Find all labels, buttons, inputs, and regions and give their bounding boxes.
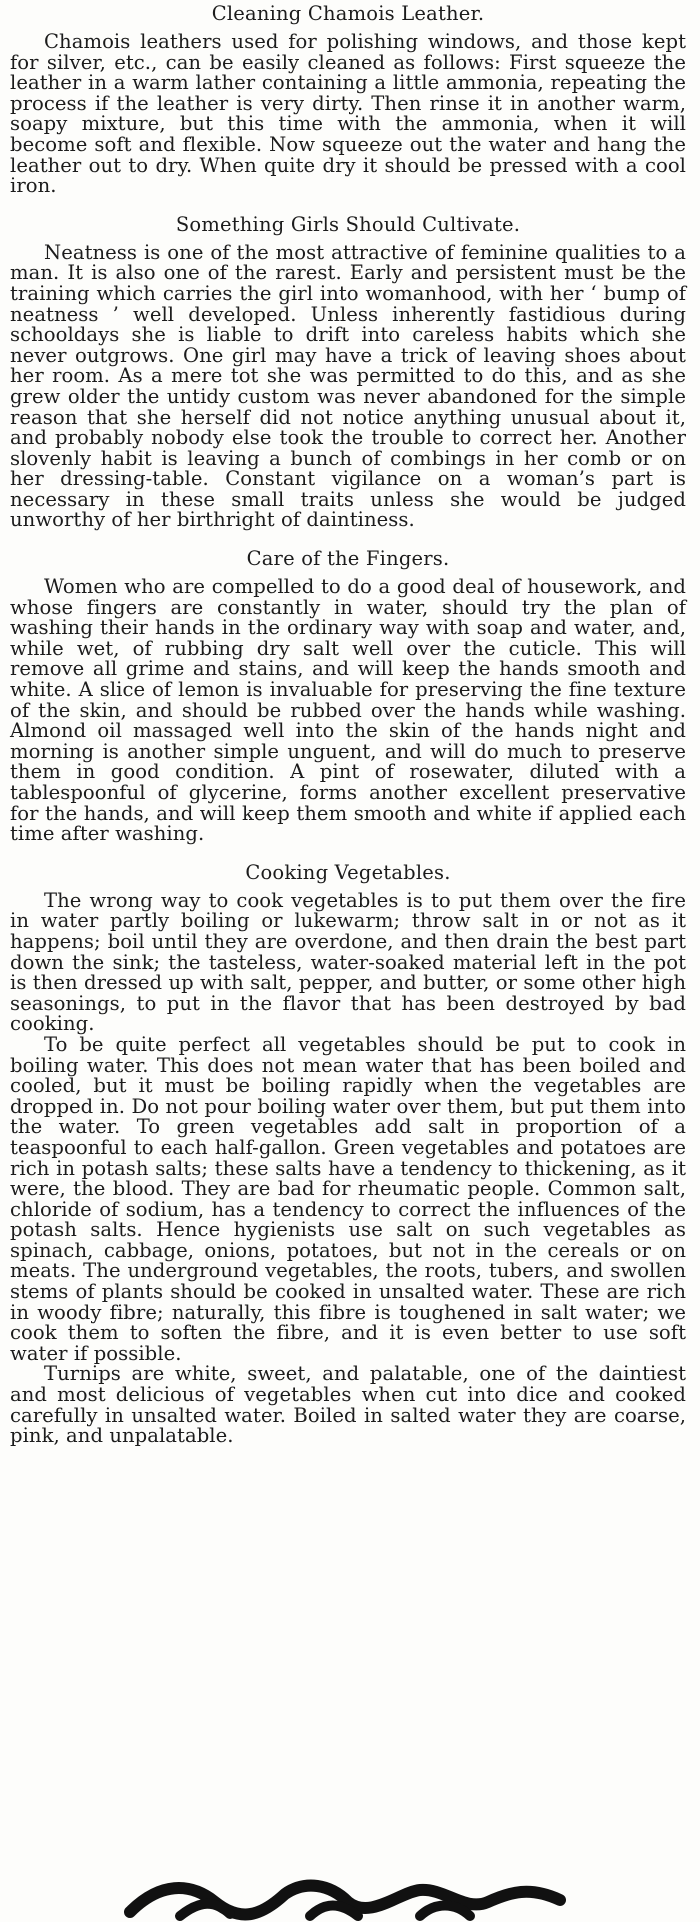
article-paragraph: Neatness is one of the most attractive of feminine qualities to a man. It is also one of the rarest. Early and persistent must be the training which carries the girl into womanhood, with her ‘ bump of neatness ’ well developed. Unless inherently fastidious during schooldays she is liable to drift into careless habits which she never outgrows. One girl may have a trick of leaving shoes about her room. As a mere tot she was permitted to do this, and as she grew older the untidy custom was never abandoned for the simple reason that she herself did not notice anything unusual about it, and probably nobody else took the trouble to correct her. Another slovenly habit is leaving a bunch of combings in her comb or on her dressing-table. Constant vigilance on a woman’s part is necessary in these small traits unless she would be judged unworthy of her birthright of daintiness.: [10, 240, 686, 532]
article-paragraph: The wrong way to cook vegetables is to put them over the fire in water partly boiling or lukewarm; throw salt in or not as it happens; boil until they are overdone, and then drain the best part down the sink; the tasteless, water-soaked material left in the pot is then dressed up with salt, pepper, and butter, or some other high seasonings, to put in the flavor that has been destroyed by bad cooking.: [10, 888, 686, 1036]
article-paragraph: Chamois leathers used for polishing windows, and those kept for silver, etc., can be easily cleaned as follows: First squeeze the leather in a warm lather containing a little ammonia, repeating the process if the leather is very dirty. Then rinse it in another warm, soapy mixture, but this time with the ammonia, when it will become soft and flexible. Now squeeze out the water and hang the leather out to dry. When quite dry it should be pressed with a cool iron.: [10, 30, 686, 198]
article-title: Cleaning Chamois Leather.: [211, 2, 485, 25]
article-title: Cooking Vegetables.: [245, 860, 451, 884]
article-title: Care of the Fingers.: [246, 547, 450, 571]
article-girls-cultivate: [10, 213, 686, 531]
article-paragraph: To be quite perfect all vegetables should be put to cook in boiling water. This does not mean water that has been boiled and cooled, but it must be boiling rapidly when the vegetables are dropped in. Do not pour boiling water over them, but put them into the water. To green vegetables add salt in proportion of a teaspoonful to each half-gallon. Green vegetables and potatoes are rich in potash salts; these salts have a tendency to thickening, as it were, the blood. They are bad for rheumatic people. Common salt, chloride of sodium, has a tendency to correct the influences of the potash salts. Hence hygienists use salt on such vegetables as spinach, cabbage, onions, potatoes, but not in the cereals or on meats. The underground vegetables, the roots, tubers, and swollen stems of plants should be cooked in unsalted water. These are rich in woody fibre; naturally, this fibre is toughened in salt water; we cook them to soften the fibre, and it is even better to use soft water if possible.: [10, 1032, 686, 1365]
article-care-of-fingers: [10, 547, 686, 845]
article-paragraph: Turnips are white, sweet, and palatable, one of the daintiest and most delicious of vegetables when cut into dice and cooked carefully in unsalted water. Boiled in salted water they are coarse, pink, and unpalatable.: [10, 1362, 686, 1448]
cropped-masthead-script: [120, 1872, 590, 1922]
article-paragraph: Women who are compelled to do a good deal of housework, and whose fingers are constantly in water, should try the plan of washing their hands in the ordinary way with soap and water, and, while wet, of rubbing dry salt well over the cuticle. This will remove all grime and stains, and will keep the hands smooth and white. A slice of lemon is invaluable for preserving the fine texture of the skin, and should be rubbed over the hands while washing. Almond oil massaged well into the skin of the hands night and morning is another simple unguent, and will do much to preserve them in good condition. A pint of rosewater, diluted with a tablespoonful of glycerine, forms another excellent preservative for the hands, and will keep them smooth and white if applied each time after washing.: [10, 575, 686, 846]
article-cooking-vegetables: [10, 861, 686, 1447]
article-cleaning-chamois: [10, 2, 686, 197]
article-title: Something Girls Should Cultivate.: [175, 212, 521, 236]
